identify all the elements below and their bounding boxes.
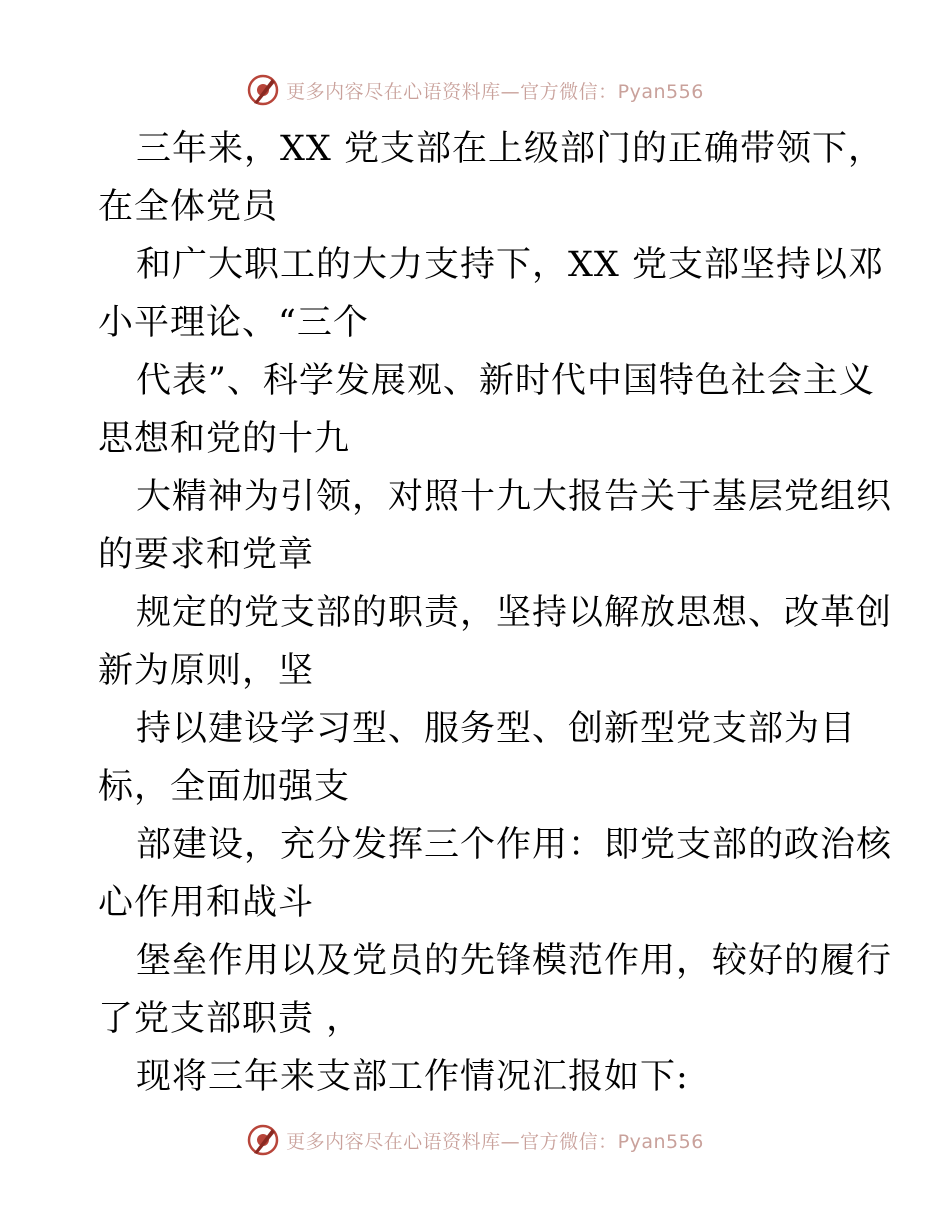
text-line: 的要求和党章	[98, 535, 315, 575]
footer-watermark	[0, 1122, 950, 1158]
quill-logo-icon	[246, 1123, 280, 1157]
text-line: 小平理论、“三个	[98, 303, 369, 343]
text-line: 三年来，XX 党支部在上级部门的正确带领下，	[136, 129, 884, 169]
text-line: 在全体党员	[98, 187, 279, 227]
text-line: 标，全面加强支	[98, 767, 351, 807]
text-line: 部建设，充分发挥三个作用：即党支部的政治核	[136, 825, 893, 865]
text-line: 现将三年来支部工作情况汇报如下:	[136, 1057, 689, 1097]
quill-logo-icon	[246, 73, 280, 107]
text-line: 大精神为引领，对照十九大报告关于基层党组织	[136, 477, 893, 517]
header-watermark	[0, 72, 950, 108]
text-line: 代表”、科学发展观、新时代中国特色社会主义	[136, 361, 875, 401]
text-line: 规定的党支部的职责，坚持以解放思想、改革创	[136, 593, 893, 633]
watermark-text: 更多内容尽在心语资料库—官方微信：Pyan556	[286, 1130, 704, 1153]
text-line: 心作用和战斗	[98, 883, 315, 923]
document-body	[98, 120, 893, 1106]
watermark-text: 更多内容尽在心语资料库—官方微信：Pyan556	[286, 80, 704, 103]
text-line: 持以建设学习型、服务型、创新型党支部为目	[136, 709, 857, 749]
text-line: 堡垒作用以及党员的先锋模范作用，较好的履行	[136, 941, 893, 981]
text-line: 和广大职工的大力支持下，XX 党支部坚持以邓	[136, 245, 884, 285]
text-line: 了党支部职责 ，	[98, 999, 363, 1039]
text-line: 思想和党的十九	[98, 419, 351, 459]
text-line: 新为原则，坚	[98, 651, 315, 691]
